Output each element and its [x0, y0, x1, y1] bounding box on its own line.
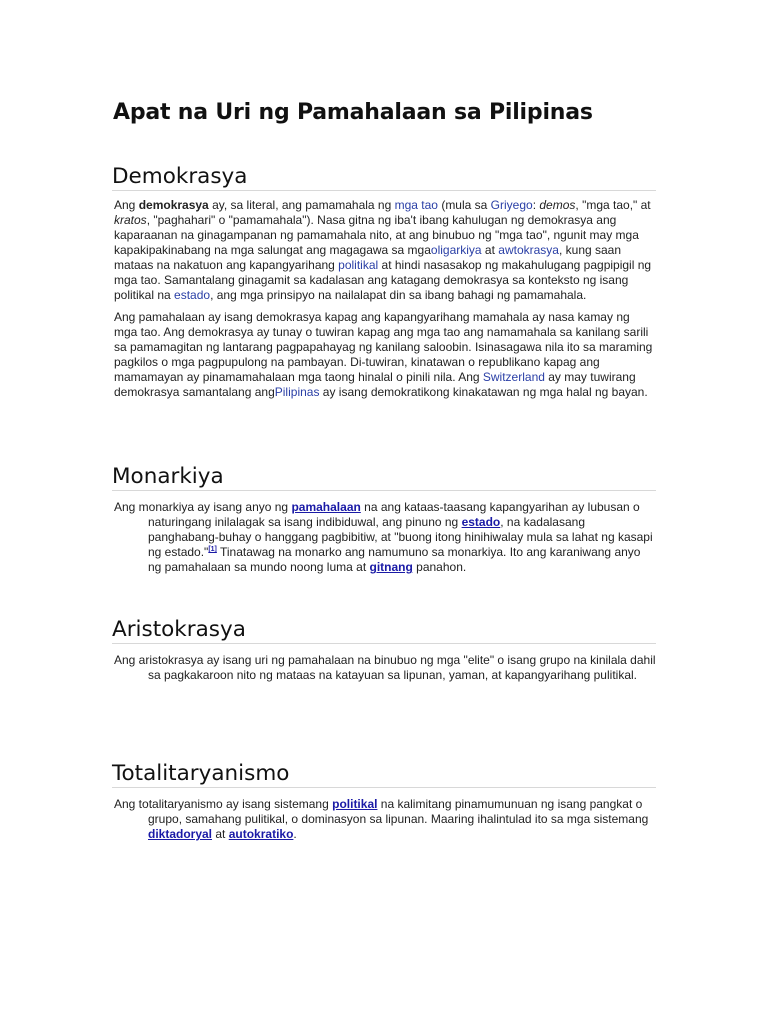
text: , "paghahari" o "pamamahala"). Nasa gitna ng iba't ibang kahulugan ng demokrasya ang kaparaanan na ginagampanan ng pamamahala nito, at ang binubuo ng "mga tao", ngunit may mga kapakipakinabang na mga salungat ang magagawa sa mga: [114, 213, 639, 257]
text: na kalimitang pinamumunuan ng isang pangkat o grupo, samahang pulitikal, o dominasyon sa lipunan. Maaring ihalintulad ito sa mga sistemang: [148, 797, 649, 826]
section-heading: Totalitaryanismo: [112, 761, 656, 788]
text: at: [481, 243, 499, 257]
paragraph: [114, 198, 656, 303]
text: ay isang demokratikong kinakatawan ng mga halal ng bayan.: [319, 385, 648, 399]
page-title: Apat na Uri ng Pamahalaan sa Pilipinas: [113, 100, 593, 125]
link-mga-tao[interactable]: mga tao: [394, 198, 438, 212]
text: at hindi nasasakop ng makahulugang pagpipigil ng mga tao. Samantalang ginagamit sa kadalasan ang katagang demokrasya sa konteksto ng isang politikal na: [114, 258, 652, 302]
text: at: [212, 827, 229, 841]
link-politikal[interactable]: politikal: [338, 258, 379, 272]
text: na ang kataas-taasang kapangyarihan ay lubusan o naturingang inilalagak sa isang indibiduwal, ang pinuno ng: [148, 500, 640, 529]
link-griyego[interactable]: Griyego: [490, 198, 533, 212]
paragraph: [114, 310, 656, 400]
spacer: [112, 575, 656, 617]
text: , kung saan mataas na nakatuon ang kapangyarihang: [114, 243, 622, 272]
link-estado[interactable]: estado: [461, 515, 501, 529]
text: , ang mga prinsipyo na nailalapat din sa ibang bahagi ng pamamahala.: [210, 288, 587, 302]
link-switzerland[interactable]: Switzerland: [482, 370, 545, 384]
text: Ang pamahalaan ay isang demokrasya kapag ang kapangyarihang mamahala ay nasa kamay ng mga tao. Ang demokrasya ay tunay o tuwiran kapag ang mga tao ang namamahala sa kanilang sarili sa pamamagitan ng lantarang pagpapahayag ng kanilang saloobin. Isinasagawa nila ito sa maraming pagkilos o mga pagpupulong na pambayan. Di-tuwiran, kinatawan o republikano kapag ang mamamayan ay pinamamahalaan mga taong hinalal o pinili nila. Ang: [114, 310, 653, 384]
text: :: [532, 198, 540, 212]
article: [112, 100, 656, 842]
text: .: [293, 827, 297, 841]
link-pilipinas[interactable]: Pilipinas: [274, 385, 320, 399]
text: , na kadalasang panghabang-buhay o hanggang pagbibitiw, at "buong itong hinihiwalay mula sa lahat ng kasapi ng estado.": [148, 515, 653, 559]
section-heading: Aristokrasya: [112, 617, 656, 644]
section-aristokrasya: [112, 617, 656, 683]
link-gitnang[interactable]: gitnang: [369, 560, 413, 574]
footnote-ref[interactable]: [1]: [208, 546, 217, 553]
spacer: [112, 683, 656, 761]
italic-term: demos: [539, 198, 576, 212]
text: ay may tuwirang demokrasya samantalang ang: [114, 370, 636, 399]
section-demokrasya: [112, 164, 656, 400]
section-monarkiya: [112, 464, 656, 575]
link-autokratiko[interactable]: autokratiko: [228, 827, 294, 841]
text: ay, sa literal, ang pamamahala ng: [208, 198, 395, 212]
section-heading: Monarkiya: [112, 464, 656, 491]
paragraph: Ang aristokrasya ay isang uri ng pamahalaan na binubuo ng mga "elite" o isang grupo na kinilala dahil sa pagkakaroon nito ng mataas na katayuan sa lipunan, yaman, at kapangyarihang pulitikal.: [114, 653, 656, 682]
text: Ang totalitaryanismo ay isang sistemang: [114, 797, 333, 811]
text: (mula sa: [437, 198, 491, 212]
link-estado[interactable]: estado: [174, 288, 211, 302]
paragraph: [114, 797, 656, 842]
paragraph: [114, 500, 656, 575]
text: Ang: [114, 198, 139, 212]
text: panahon.: [412, 560, 467, 574]
link-diktadoryal[interactable]: diktadoryal: [148, 827, 213, 841]
bold-term: demokrasya: [138, 198, 209, 212]
section-totalitaryanismo: [112, 761, 656, 842]
section-heading: Demokrasya: [112, 164, 656, 191]
text: , "mga tao," at: [575, 198, 651, 212]
text: Tinatawag na monarko ang namumuno sa monarkiya. Ito ang karaniwang anyo ng pamahalaan sa mundo noong luma at: [148, 545, 641, 574]
spacer: [112, 400, 656, 464]
link-politikal[interactable]: politikal: [332, 797, 378, 811]
text: Ang monarkiya ay isang anyo ng: [114, 500, 292, 514]
link-awtokrasya[interactable]: awtokrasya: [498, 243, 559, 257]
italic-term: kratos: [114, 213, 147, 227]
link-oligarkiya[interactable]: oligarkiya: [430, 243, 482, 257]
link-pamahalaan[interactable]: pamahalaan: [291, 500, 361, 514]
